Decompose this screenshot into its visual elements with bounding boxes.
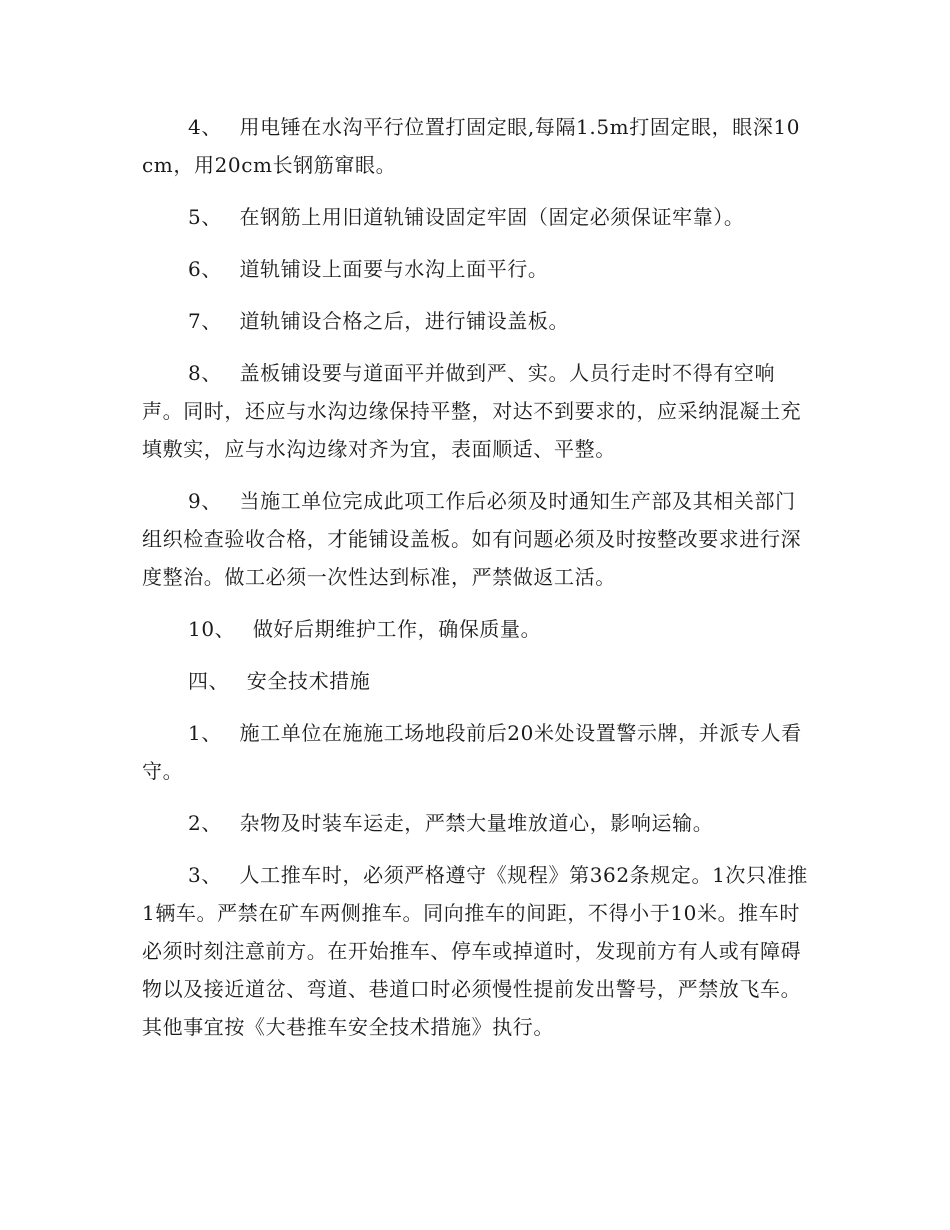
paragraph-text: 人工推车时，必须严格遵守《规程》第362条规定。1次只准推1辆车。严禁在矿车两侧推车。同向推车的间距，不得小于10米。推车时必须时刻注意前方。在开始推车、停车或掉道时，发现前方有人或有障碍物以及接近道岔、弯道、巷道口时必须慢性提前发出警号，严禁放飞车。其他事宜按《大巷推车安全技术措施》执行。 — [142, 863, 808, 1039]
paragraph-text: 施工单位在施施工场地段前后20米处设置警示牌，并派专人看守。 — [142, 721, 802, 783]
paragraph-number: 8、 — [188, 361, 233, 385]
paragraph-item-3 — [142, 856, 810, 1046]
paragraph-text: 在钢筋上用旧道轨铺设固定牢固（固定必须保证牢靠）。 — [239, 205, 745, 229]
paragraph-text: 做好后期维护工作，确保质量。 — [252, 617, 542, 641]
paragraph-number: 6、 — [188, 257, 233, 281]
paragraph-item-4 — [142, 108, 810, 184]
document-body — [142, 108, 810, 1060]
paragraph-text: 杂物及时装车运走，严禁大量堆放道心，影响运输。 — [239, 811, 714, 835]
paragraph-text: 道轨铺设上面要与水沟上面平行。 — [239, 257, 549, 281]
paragraph-number: 1、 — [188, 721, 233, 745]
paragraph-number: 10、 — [188, 617, 246, 641]
paragraph-item-9 — [142, 482, 810, 596]
paragraph-text: 当施工单位完成此项工作后必须及时通知生产部及其相关部门组织检查验收合格，才能铺设盖板。如有问题必须及时按整改要求进行深度整治。做工必须一次性达到标准，严禁做返工活。 — [142, 489, 802, 589]
section-number: 四、 — [188, 669, 240, 693]
section-heading — [142, 662, 810, 700]
paragraph-number: 9、 — [188, 489, 233, 513]
paragraph-number: 5、 — [188, 205, 233, 229]
paragraph-item-10 — [142, 610, 810, 648]
paragraph-item-7 — [142, 302, 810, 340]
paragraph-number: 7、 — [188, 309, 233, 333]
paragraph-number: 3、 — [188, 863, 233, 887]
paragraph-item-6 — [142, 250, 810, 288]
paragraph-item-8 — [142, 354, 810, 468]
paragraph-text: 道轨铺设合格之后，进行铺设盖板。 — [239, 309, 570, 333]
section-title: 安全技术措施 — [246, 669, 371, 693]
paragraph-item-1 — [142, 714, 810, 790]
paragraph-number: 2、 — [188, 811, 233, 835]
paragraph-text: 用电锤在水沟平行位置打固定眼,每隔1.5m打固定眼，眼深10cm，用20cm长钢筋窜眼。 — [142, 115, 801, 177]
paragraph-item-5 — [142, 198, 810, 236]
paragraph-number: 4、 — [188, 115, 233, 139]
paragraph-item-2 — [142, 804, 810, 842]
paragraph-text: 盖板铺设要与道面平并做到严、实。人员行走时不得有空响声。同时，还应与水沟边缘保持平整，对达不到要求的，应采纳混凝土充填敷实，应与水沟边缘对齐为宜，表面顺适、平整。 — [142, 361, 802, 461]
